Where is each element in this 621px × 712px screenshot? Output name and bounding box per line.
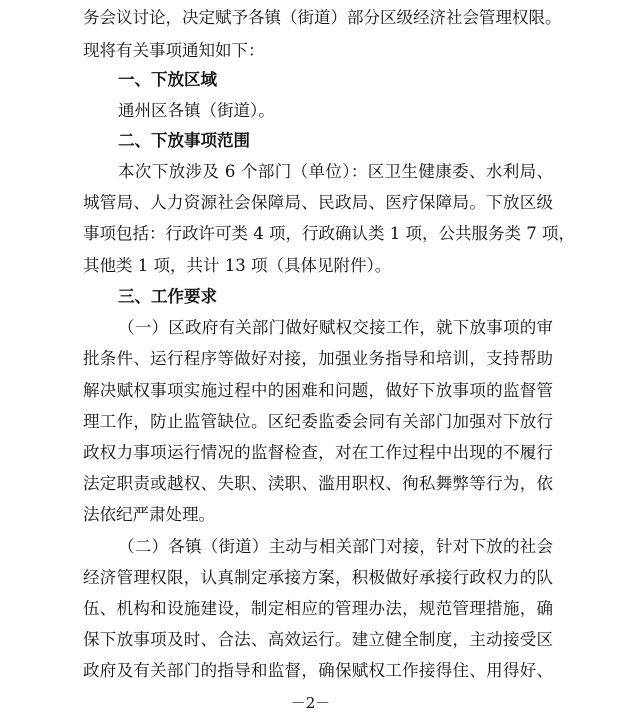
- body-text-line: 本次下放涉及 6 个部门（单位）：区卫生健康委、水利局、: [118, 162, 553, 181]
- section-heading: 三、工作要求: [118, 287, 217, 306]
- page-number: －2－: [290, 694, 331, 712]
- body-text-line: 理工作，防止监管缺位。区纪委监委会同有关部门加强对下放行: [83, 412, 553, 431]
- body-text-line: （二）各镇（街道）主动与相关部门对接，针对下放的社会: [118, 537, 553, 556]
- section-heading: 一、下放区域: [118, 70, 217, 89]
- body-text-line: （一）区政府有关部门做好赋权交接工作，就下放事项的审: [118, 318, 553, 337]
- body-text-line: 经济管理权限，认真制定承接方案，积极做好承接行政权力的队: [83, 568, 553, 587]
- body-text-line: 政权力事项运行情况的监督检查，对在工作过程中出现的不履行: [83, 443, 553, 462]
- body-text-line: 通州区各镇（街道）。: [118, 101, 275, 120]
- section-heading: 二、下放事项范围: [118, 131, 250, 150]
- body-text-line: 解决赋权事项实施过程中的困难和问题，做好下放事项的监督管: [83, 381, 553, 400]
- body-text-line: 批条件、运行程序等做好对接，加强业务指导和培训，支持帮助: [83, 349, 553, 368]
- body-text-line: 其他类 1 项，共计 13 项（具体见附件）。: [83, 256, 392, 275]
- body-text-line: 保下放事项及时、合法、高效运行。建立健全制度，主动接受区: [83, 630, 553, 649]
- body-text-line: 务会议讨论，决定赋予各镇（街道）部分区级经济社会管理权限。: [83, 8, 562, 27]
- body-text-line: 事项包括：行政许可类 4 项，行政确认类 1 项，公共服务类 7 项，: [83, 224, 575, 243]
- body-text-line: 现将有关事项通知如下：: [83, 41, 265, 60]
- body-text-line: 法依纪严肃处理。: [83, 505, 215, 524]
- body-text-line: 伍、机构和设施建设，制定相应的管理办法，规范管理措施，确: [83, 599, 553, 618]
- body-text-line: 政府及有关部门的指导和监督，确保赋权工作接得住、用得好、: [83, 661, 553, 680]
- body-text-line: 城管局、人力资源社会保障局、民政局、医疗保障局。下放区级: [83, 193, 553, 212]
- body-text-line: 法定职责或越权、失职、渎职、滥用职权、徇私舞弊等行为，依: [83, 474, 553, 493]
